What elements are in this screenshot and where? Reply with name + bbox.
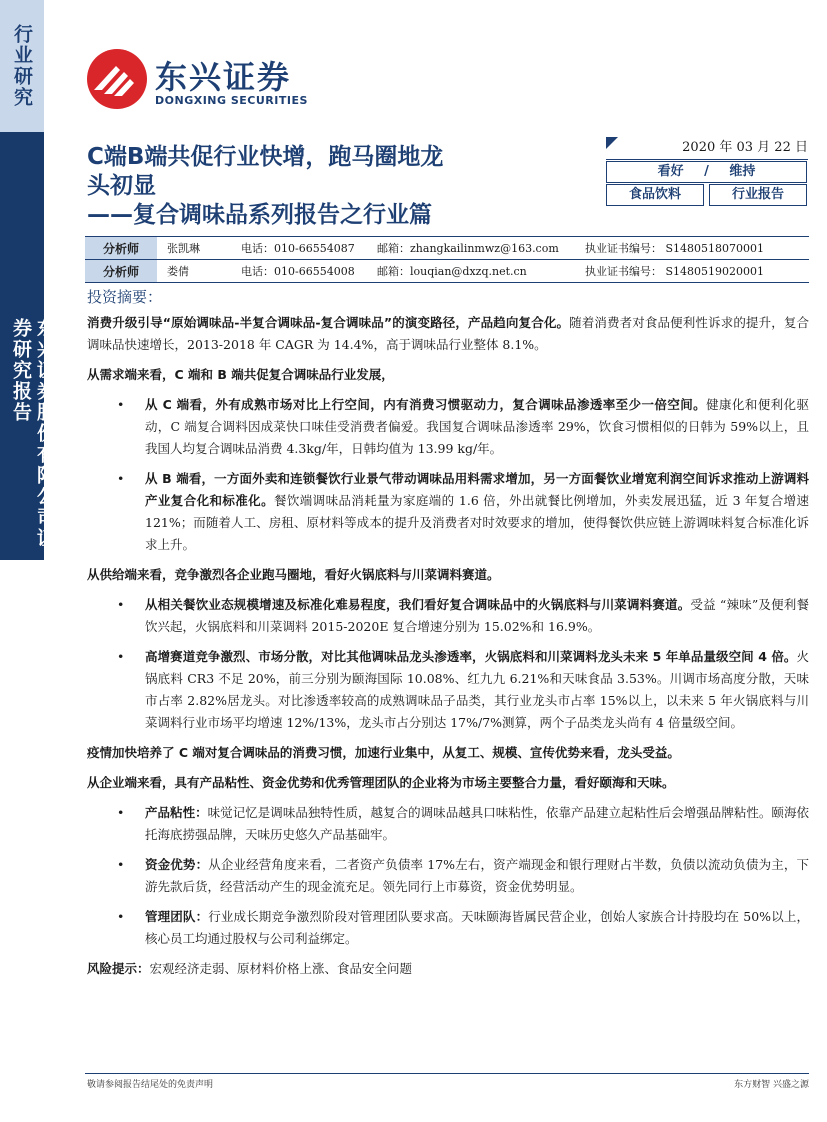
bullet-lead: 资金优势： (145, 857, 209, 872)
report-body (87, 312, 809, 988)
title-line-2: 头初显 (87, 173, 156, 199)
footer-slogan: 东方财智 兴盛之源 (734, 1080, 809, 1090)
report-meta-box (606, 137, 808, 203)
rating-maintain-label: 维持 (729, 164, 756, 179)
bullet-lead: 从 C 端看，外有成熟市场对比上行空间，内有消费习惯驱动力，复合调味品渗透率至少一倍空间。 (145, 397, 707, 412)
bullet-lead: 高增赛道竞争激烈、市场分散，对比其他调味品龙头渗透率，火锅底料和川菜调料龙头未来 5 年单品量级空间 4 倍。 (145, 649, 797, 664)
analyst-cert: 执业证书编号： S1480519020001 (585, 260, 809, 283)
analyst-email: 邮箱：louqian@dxzq.net.cn (377, 260, 585, 283)
analyst-cert: 执业证书编号： S1480518070001 (585, 237, 809, 260)
bullet-text: 受益 “辣味”及便利餐饮兴起，火锅底料和川菜调料 2015-2020E 复合增速分别为 15.02%和 16.9%。 (145, 597, 809, 634)
risk-lead: 风险提示： (87, 961, 150, 976)
analyst-row (85, 260, 809, 283)
bullet-item (87, 802, 809, 846)
brand-name-en: DONGXING SECURITIES (155, 94, 308, 107)
bullet-text: 味觉记忆是调味品独特性质，越复合的调味品越具口味粘性，依靠产品建立起粘性后会增强品牌粘性。颐海依托海底捞强品牌，天味历史悠久产品基础牢。 (145, 805, 809, 842)
bullet-lead: 从相关餐饮业态规模增速及标准化难易程度，我们看好复合调味品中的火锅底料与川菜调料赛道。 (145, 597, 691, 612)
bullet-text: 餐饮端调味品消耗量为家庭端的 1.6 倍，外出就餐比例增加，外卖发展迅猛，近 3 年复合增速 121%；而随着人工、房租、原材料等成本的提升及消费者对时效要求的增加，使得餐饮供应链上游调味料复合标准化诉求上升。 (145, 493, 809, 552)
analyst-name: 张凯琳 (157, 237, 241, 260)
report-title (87, 143, 537, 230)
rating-label: 看好 (657, 164, 684, 179)
bullet-item (87, 854, 809, 898)
risk-text: 宏观经济走弱、原材料价格上涨、食品安全问题 (149, 961, 413, 976)
title-line-3: ——复合调味品系列报告之行业篇 (87, 202, 432, 228)
paragraph-lead: 从供给端来看，竞争激烈各企业跑马圈地，看好火锅底料与川菜调料赛道。 (87, 567, 500, 582)
paragraph-lead: 从需求端来看，C 端和 B 端共促复合调味品行业发展， (87, 367, 394, 382)
paragraph (87, 364, 809, 386)
sidebar-category-band (0, 0, 44, 132)
summary-heading: 投资摘要： (87, 288, 163, 306)
corner-marker-icon (606, 137, 618, 149)
dongxing-logo-icon (86, 48, 148, 110)
bullet-text: 从企业经营角度来看，二者资产负债率 17%左右，资产端现金和银行理财占半数，负债以流动负债为主，下游先款后货，经营活动产生的现金流充足。领先同行上市募资，资金优势明显。 (145, 857, 809, 894)
bullet-icon: • (117, 805, 125, 820)
brand-name-cn: 东兴证券 (155, 58, 292, 96)
bullet-item (87, 646, 809, 734)
paragraph (87, 564, 809, 586)
rating-separator: / (704, 164, 709, 179)
sidebar-category-label: 行业研究 (11, 24, 33, 108)
report-type-badge: 行业报告 (709, 184, 807, 206)
title-line-1: C端B端共促行业快增，跑马圈地龙 (87, 144, 444, 170)
report-date: 2020 年 03 月 22 日 (682, 140, 808, 155)
bullet-item (87, 468, 809, 556)
analyst-table (85, 236, 809, 283)
paragraph-lead: 疫情加快培养了 C 端对复合调味品的消费习惯，加速行业集中，从复工、规模、宣传优势来看，龙头受益。 (87, 745, 680, 760)
analyst-phone: 电话：010-66554087 (241, 237, 377, 260)
paragraph (87, 742, 809, 764)
paragraph (87, 312, 809, 356)
analyst-name: 娄倩 (157, 260, 241, 283)
bullet-icon: • (117, 397, 125, 412)
bullet-lead: 管理团队： (145, 909, 209, 924)
bullet-item (87, 594, 809, 638)
report-date-row (606, 137, 808, 160)
footer-disclaimer: 敬请参阅报告结尾处的免责声明 (87, 1080, 214, 1090)
analyst-email: 邮箱：zhangkailinmwz@163.com (377, 237, 585, 260)
bullet-icon: • (117, 471, 125, 486)
bullet-text: 行业成长期竞争激烈阶段对管理团队要求高。天味颐海皆属民营企业，创始人家族合计持股均在 50%以上，核心员工均通过股权与公司利益绑定。 (145, 909, 809, 946)
analyst-role: 分析师 (85, 260, 157, 283)
paragraph-lead: 消费升级引导“原始调味品-半复合调味品-复合调味品”的演变路径，产品趋向复合化。 (87, 315, 570, 330)
bullet-text: 健康化和便利化驱动，C 端复合调料因成菜快口味佳受消费者偏爱。我国复合调味品渗透率 29%，饮食习惯相似的日韩为 59%以上，且我国人均复合调味品消费 4.3kg/年，日韩均值为 13.99 kg/年。 (145, 397, 809, 456)
bullet-lead: 产品粘性： (145, 805, 208, 820)
bullet-item (87, 906, 809, 950)
sidebar-firm-label: 东兴证券股份有限公司证券研究报告 (10, 318, 56, 549)
bullet-item (87, 394, 809, 460)
rating-badge (606, 161, 807, 183)
paragraph (87, 772, 809, 794)
paragraph-text: 随着消费者对食品便利性诉求的提升，复合调味品快速增长，2013-2018 年 CAGR 为 14.4%，高于调味品行业整体 8.1%。 (87, 315, 809, 352)
bullet-text: 火锅底料 CR3 不足 20%，前三分别为颐海国际 10.08%、红九九 6.21%和天味食品 3.53%。川调市场高度分散，天味市占率 2.82%居龙头。对比渗透率较高的成熟调味品子品类，其行业龙头市占率 15%以上，以未来 5 年火锅底料与川菜调料行业市场平均增速 12%/13%，龙头市占分别达 17%/7%测算，两个子品类龙头尚有 4 倍量级空间。 (145, 649, 809, 730)
sector-badge: 食品饮料 (606, 184, 704, 206)
sidebar-firm-band (0, 132, 56, 560)
bullet-icon: • (117, 857, 125, 872)
paragraph-lead: 从企业端来看，具有产品粘性、资金优势和优秀管理团队的企业将为市场主要整合力量，看好颐海和天味。 (87, 775, 675, 790)
analyst-row (85, 237, 809, 260)
bullet-icon: • (117, 909, 125, 924)
footer-divider (85, 1073, 809, 1074)
bullet-lead: 从 B 端看，一方面外卖和连锁餐饮行业景气带动调味品用料需求增加，另一方面餐饮业增宽利润空间诉求推动上游调料产业复合化和标准化。 (145, 471, 809, 508)
analyst-role: 分析师 (85, 237, 157, 260)
risk-paragraph (87, 958, 809, 980)
bullet-icon: • (117, 649, 125, 664)
bullet-icon: • (117, 597, 125, 612)
analyst-phone: 电话：010-66554008 (241, 260, 377, 283)
